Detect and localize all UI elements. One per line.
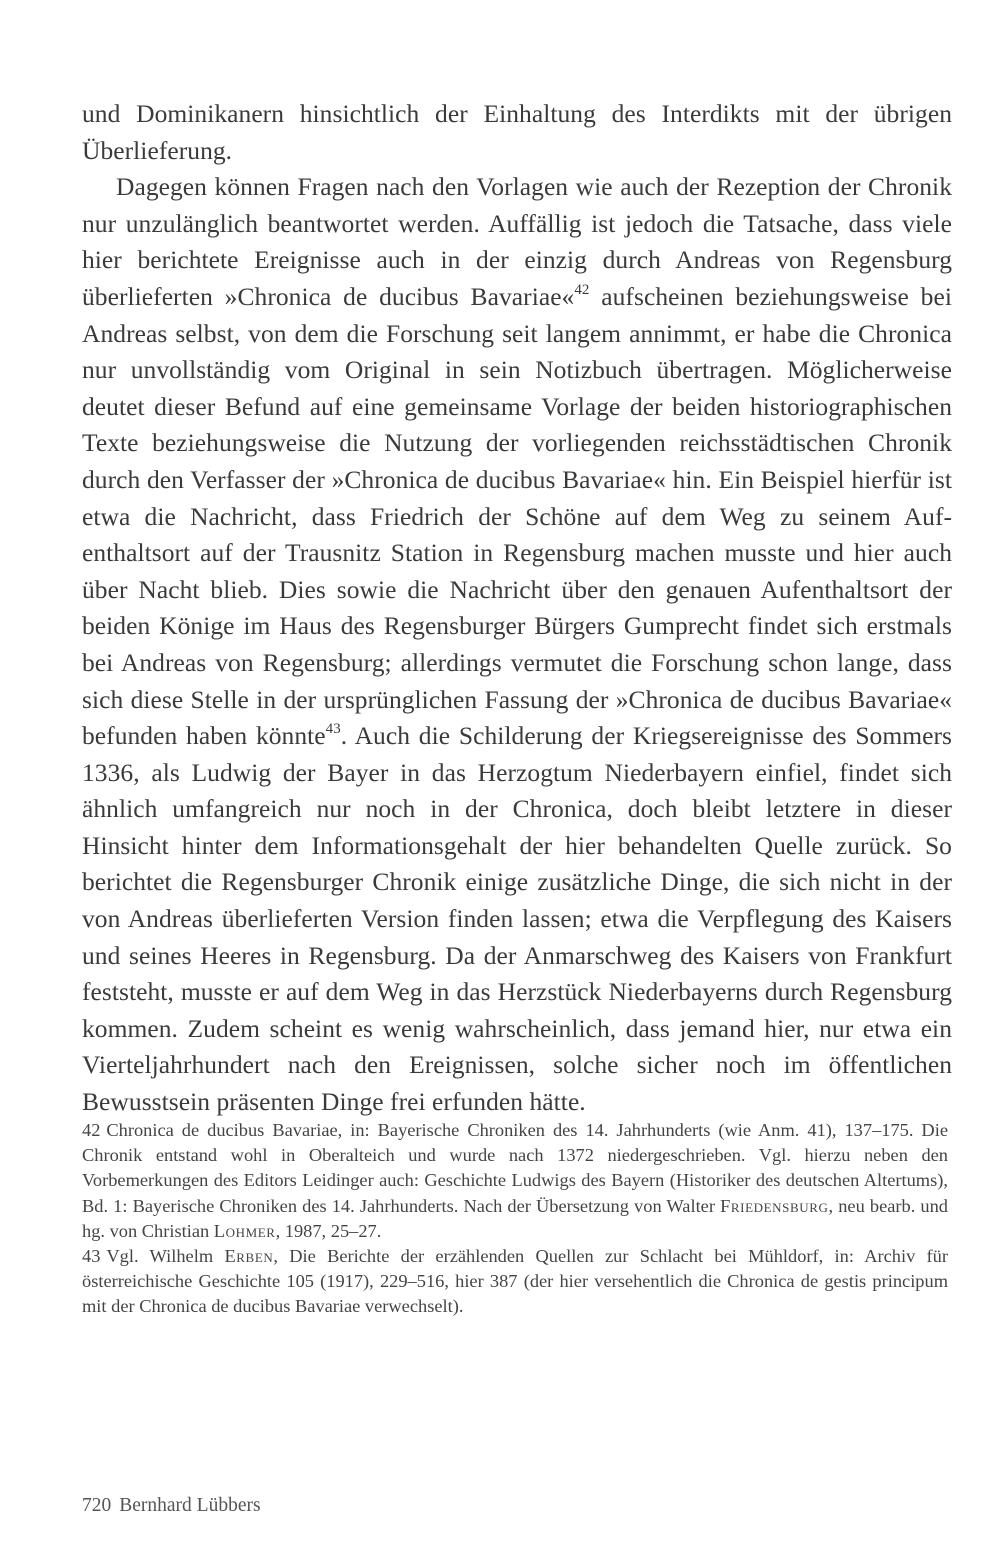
author-surname: Friedensburg — [720, 1195, 829, 1216]
text-run: , neu bearb. und hg. von Christian — [82, 1195, 949, 1241]
author-surname: Erben — [224, 1246, 274, 1267]
author-name: Bernhard Lübbers — [119, 1495, 261, 1516]
running-footer — [82, 1495, 261, 1517]
paragraph — [82, 96, 952, 169]
text-run: Chronica de ducibus Bavariae, in: Bayerische Chroniken des 14. Jahrhunderts (wie Anm. 41), 137–175. Die Chronik entstand wohl in Oberalteich und wurde nach 1372 niedergeschrieben. Vgl. hierzu neben den Vorbemerkungen des Editors Leidinger auch: Geschichte Ludwigs des Bayern (Historiker des deutschen Altertums), Bd. 1: Bayerische Chroniken des 14. Jahrhunderts. Nach der Übersetzung von Walter — [82, 1120, 948, 1216]
text-run: aufscheinen beziehungsweise bei Andreas selbst, von dem die Forschung seit langem annimmt, er habe die Chronica nur unvollständig vom Original in sein Notizbuch übertragen. Möglicherweise deutet dieser Befund auf eine gemeinsame Vorlage der beiden historiographischen Texte beziehungsweise die Nutzung der vorliegenden reichsstädtischen Chronik durch den Verfasser der »Chronica de ducibus Bavariae« hin. Ein Beispiel hierfür ist etwa die Nachricht, dass Friedrich der Schöne auf dem Weg zu seinem Aufenthaltsort auf der Trausnitz Station in Regensburg machen musste und hier auch über Nacht blieb. Dies sowie die Nachricht über den genauen Aufenthaltsort der beiden Könige im Haus des Regensburger Bürgers Gumprecht findet sich erstmals bei Andreas von Regensburg; allerdings vermutet die Forschung schon lange, dass sich diese Stelle in der ursprünglichen Fassung der »Chronica de ducibus Bavariae« befunden haben könnte — [82, 281, 952, 751]
paragraph — [82, 169, 952, 1120]
text-run: Vgl. Wilhelm — [106, 1246, 225, 1267]
footnote-number: 42 — [82, 1120, 101, 1140]
footnote-reference: 43 — [325, 721, 341, 738]
text-run: , Die Berichte der erzählenden Quellen zur Schlacht bei Mühldorf, in: Archiv für österreichische Geschichte 105 (1917), 229–516, hier 387 (der hier versehentlich die Chronica de gestis principum mit der Chronica de ducibus Bavariae verwechselt). — [82, 1246, 948, 1317]
main-text-block — [82, 96, 952, 1121]
text-run: und Dominikanern hinsichtlich der Einhaltung des Interdikts mit der übrigen Überlieferung. — [82, 99, 952, 165]
footnote-number: 43 — [82, 1246, 101, 1267]
text-run: Dagegen können Fragen nach den Vorlagen wie auch der Rezeption der Chronik nur unzulänglich beantwortet werden. Auffällig ist jedoch die Tatsache, dass viele hier berichtete Ereignisse auch in der einzig durch Andreas von Regensburg überlieferten »Chronica de ducibus Bavariae« — [82, 172, 952, 311]
text-run: . Auch die Schilderung der Kriegsereignisse des Sommers 1336, als Ludwig der Bayer in das Herzogtum Niederbayern einfiel, findet sich ähnlich umfangreich nur noch in der Chronica, doch bleibt letztere in dieser Hinsicht hinter dem Informationsgehalt der hier behandelten Quelle zurück. So berichtet die Regensburger Chronik einige zusätzliche Dinge, die sich nicht in der von Andreas überlieferten Version finden lassen; etwa die Verpflegung des Kaisers und seines Heeres in Regensburg. Da der Anmarschweg des Kaisers von Frankfurt feststeht, musste er auf dem Weg in das Herzstück Niederbayerns durch Regensburg kommen. Zudem scheint es wenig wahrscheinlich, dass jemand hier, nur etwa ein Vierteljahrhundert nach den Ereignissen, solche sicher noch im öffentlichen Bewusstsein präsenten Dinge frei erfunden hätte. — [82, 721, 953, 1117]
footnote — [82, 1118, 948, 1244]
footnote-reference: 42 — [574, 281, 590, 298]
author-surname: Lohmer — [213, 1220, 276, 1241]
footnote — [82, 1244, 948, 1320]
footnotes-block — [82, 1118, 948, 1320]
page-number: 720 — [82, 1495, 112, 1516]
text-run: , 1987, 25–27. — [275, 1220, 382, 1241]
